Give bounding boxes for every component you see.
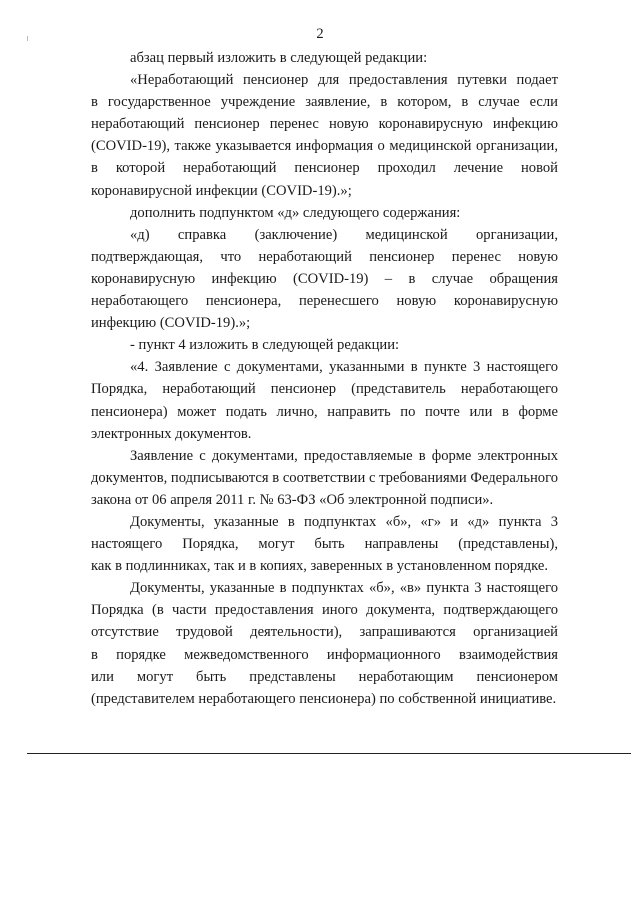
text-line: отсутствие трудовой деятельности), запрашиваются организацией: [91, 624, 558, 641]
text-line: - пункт 4 изложить в следующей редакции:: [130, 337, 400, 354]
footer-divider: [27, 753, 631, 754]
text-line: Заявление с документами, предоставляемые в форме электронных: [130, 447, 558, 464]
text-line: документов, подписываются в соответствии с требованиями Федерального: [91, 469, 558, 486]
text-line: неработающего пенсионера, перенесшего новую коронавирусную: [91, 293, 558, 310]
text-line: электронных документов.: [91, 425, 252, 442]
text-line: Документы, указанные в подпунктах «б», «в» пункта 3 настоящего: [130, 580, 558, 597]
text-line: инфекцию (COVID-19).»;: [91, 315, 251, 332]
text-line: как в подлинниках, так и в копиях, заверенных в установленном порядке.: [91, 558, 549, 575]
text-line: «Неработающий пенсионер для предоставления путевки подает: [130, 72, 558, 89]
text-line: «4. Заявление с документами, указанными в пункте 3 настоящего: [130, 359, 558, 376]
text-line: абзац первый изложить в следующей редакции:: [130, 50, 428, 66]
text-line: в государственное учреждение заявление, в котором, в случае если: [91, 94, 558, 111]
text-line: коронавирусную инфекцию (COVID-19) – в случае обращения: [91, 270, 558, 287]
text-line: подтверждающая, что неработающий пенсионер перенес новую: [91, 248, 558, 265]
text-line: Документы, указанные в подпунктах «б», «г» и «д» пункта 3: [130, 513, 558, 530]
text-line: пенсионера) может подать лично, направить по почте или в форме: [91, 403, 558, 420]
text-line: коронавирусной инфекции (COVID-19).»;: [91, 182, 352, 199]
page-number: 2: [316, 26, 324, 42]
text-line: настоящего Порядка, могут быть направлены (представлены),: [91, 536, 558, 553]
text-line: в которой неработающий пенсионер проходил лечение новой: [91, 160, 558, 177]
document-body: [91, 47, 558, 710]
text-line: (COVID-19), также указывается информация о медицинской организации,: [91, 138, 558, 155]
text-line: в порядке межведомственного информационного взаимодействия: [91, 646, 558, 663]
text-line: неработающий пенсионер перенес новую коронавирусную инфекцию: [91, 116, 558, 133]
text-line: «д) справка (заключение) медицинской организации,: [130, 226, 558, 243]
text-line: закона от 06 апреля 2011 г. № 63-ФЗ «Об электронной подписи».: [91, 491, 494, 508]
text-line: (представителем неработающего пенсионера) по собственной инициативе.: [91, 690, 557, 707]
text-line: или могут быть представлены неработающим пенсионером: [91, 668, 558, 685]
text-line: дополнить подпунктом «д» следующего содержания:: [130, 204, 461, 221]
text-line: Порядка (в части предоставления иного документа, подтверждающего: [91, 602, 558, 619]
text-line: Порядка, неработающий пенсионер (представитель неработающего: [91, 381, 558, 398]
